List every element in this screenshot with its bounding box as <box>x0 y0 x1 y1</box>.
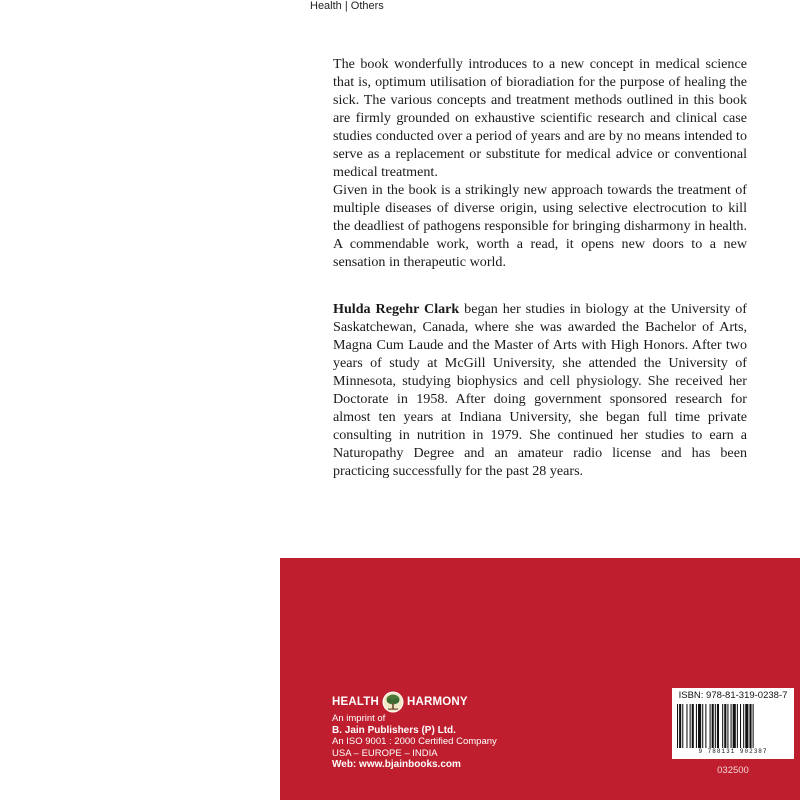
author-bio-text: began her studies in biology at the University of Saskatchewan, Canada, where she was awarded the Bachelor of Arts, Magna Cum Laude and the Master of Arts with High Honors. After two years of study at McGill University, she attended the University of Minnesota, studying biophysics and cell physiology. She received her Doctorate in 1958. After doing government sponsored research for almost ten years at Indiana University, she began full time private consulting in nutrition in 1979. She continued her studies to earn a Naturopathy Degree and an amateur radio license and has been practicing successfully for the past 28 years. <box>333 301 747 479</box>
barcode-bar <box>696 704 697 748</box>
publisher-panel <box>280 558 800 800</box>
description-paragraph: The book wonderfully introduces to a new concept in medical science that is, optimum utilisation of bioradiation for the purpose of healing the sick. The various concepts and treatment methods outlined in this book are firmly grounded on exhaustive scientific research and clinical case studies conducted over a period of years and are by no means intended to serve as a replacement or substitute for medical advice or conventional medical treatment. <box>333 56 747 180</box>
imprint-label: An imprint of <box>332 713 386 724</box>
barcode-bar <box>743 704 744 748</box>
author-name: Hulda Regehr Clark <box>333 301 460 317</box>
barcode-bar <box>712 704 714 748</box>
barcode-bar <box>705 704 706 748</box>
barcode-bar <box>717 704 719 748</box>
barcode-bar <box>698 704 701 748</box>
brand-word-right: HARMONY <box>406 696 468 708</box>
barcode-bar <box>753 704 754 748</box>
barcode-bar <box>737 704 738 748</box>
barcode-bar <box>686 704 687 748</box>
barcode-bar <box>710 704 711 748</box>
barcode-bar <box>692 704 694 748</box>
barcode-bar <box>731 704 732 748</box>
barcode-bar <box>702 704 703 748</box>
publisher-regions: USA – EUROPE – INDIA <box>332 747 438 759</box>
barcode-bar <box>690 704 691 748</box>
description-paragraph: Given in the book is a strikingly new approach towards the treatment of multiple diseases of diverse origin, using selective electrocution to kill the deadliest of pathogens responsible for bringing disharmony in health. A commendable work, worth a read, it opens new doors to a new sensation in therapeutic world. <box>333 182 747 270</box>
category-label: Health | Others <box>310 0 384 12</box>
imprint-logo <box>332 691 552 713</box>
barcode-bar <box>740 704 741 748</box>
brand-word-left: HEALTH <box>332 696 379 708</box>
barcode-digits: 9 788131 902387 <box>698 748 768 755</box>
barcode-bar <box>733 704 736 748</box>
tree-logo-icon <box>382 691 404 713</box>
isbn-label: ISBN: 978-81-319-0238-7 <box>678 690 788 701</box>
barcode-bar <box>727 704 728 748</box>
book-description <box>333 55 747 271</box>
back-cover <box>140 0 788 800</box>
isbn-barcode-box <box>672 688 794 759</box>
barcode-bar <box>724 704 726 748</box>
publisher-block <box>332 691 552 771</box>
author-bio-paragraph <box>333 300 747 480</box>
barcode-bar <box>677 704 678 748</box>
barcode-bar <box>682 704 683 748</box>
barcode-bar <box>745 704 748 748</box>
catalog-code: 032500 <box>717 765 749 776</box>
publisher-name: B. Jain Publishers (P) Ltd. <box>332 724 456 736</box>
barcode-bar <box>749 704 751 748</box>
barcode-image <box>675 704 791 748</box>
barcode-bar <box>722 704 723 748</box>
publisher-certification: An ISO 9001 : 2000 Certified Company <box>332 736 497 747</box>
publisher-website: Web: www.bjainbooks.com <box>332 759 461 770</box>
barcode-bar <box>715 704 716 748</box>
barcode-bar <box>679 704 681 748</box>
author-bio <box>333 300 747 480</box>
